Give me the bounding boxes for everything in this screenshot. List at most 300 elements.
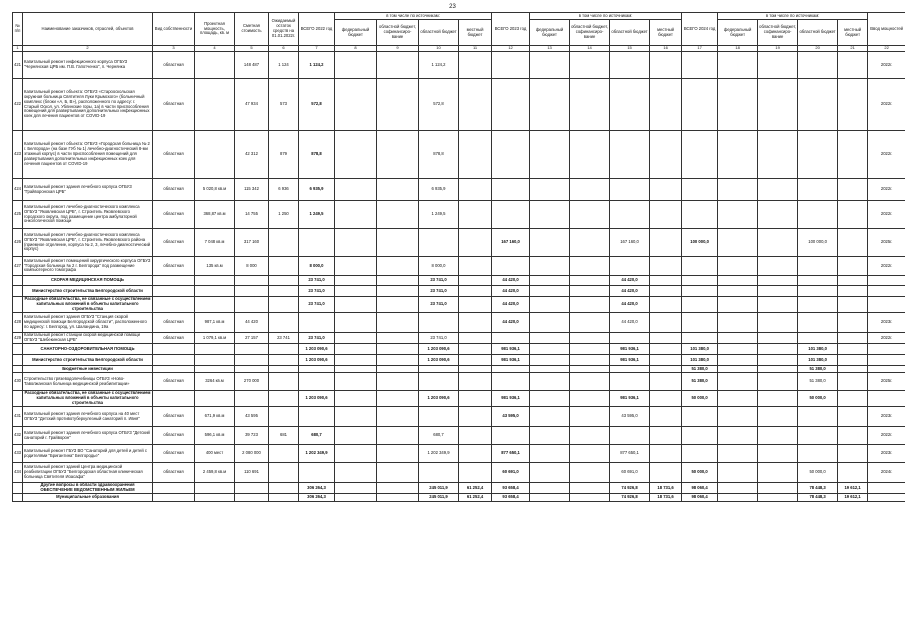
cofin-2022 bbox=[377, 179, 419, 201]
cofin-2023 bbox=[570, 333, 610, 344]
column-number: 20 bbox=[798, 46, 838, 52]
ownership: областная bbox=[153, 407, 195, 427]
cofin-2023 bbox=[570, 445, 610, 463]
ownership: областная bbox=[153, 52, 195, 79]
federal-2023 bbox=[530, 463, 570, 483]
total-2022: 23 741,0 bbox=[299, 297, 335, 313]
total-2022: 23 741,0 bbox=[299, 286, 335, 297]
local-2022 bbox=[459, 297, 492, 313]
local-2024 bbox=[838, 131, 868, 179]
local-2022 bbox=[459, 355, 492, 366]
total-2024: 100 000,0 bbox=[682, 229, 718, 257]
ownership: областная bbox=[153, 179, 195, 201]
column-number: 19 bbox=[758, 46, 798, 52]
header-name: Наименование заказчиков, отраслей, объектов bbox=[23, 13, 153, 46]
local-2023 bbox=[650, 445, 682, 463]
remaining-balance bbox=[269, 313, 299, 333]
cofin-2023 bbox=[570, 366, 610, 373]
remaining-balance bbox=[269, 445, 299, 463]
capacity bbox=[195, 286, 235, 297]
section-row bbox=[13, 344, 905, 355]
total-2024 bbox=[682, 276, 718, 286]
header-federal: федеральный бюджет bbox=[335, 20, 377, 46]
cofin-2022 bbox=[377, 445, 419, 463]
remaining-balance bbox=[269, 391, 299, 407]
federal-2022 bbox=[335, 313, 377, 333]
cofin-2023 bbox=[570, 257, 610, 276]
ownership: областная bbox=[153, 313, 195, 333]
cofin-2022 bbox=[377, 407, 419, 427]
total-2022: 1 203 090,6 bbox=[299, 391, 335, 407]
total-2022 bbox=[299, 366, 335, 373]
local-2023 bbox=[650, 344, 682, 355]
column-number: 7 bbox=[299, 46, 335, 52]
local-2022 bbox=[459, 463, 492, 483]
header-local: местный бюджет bbox=[838, 20, 868, 46]
total-2022: 23 741,0 bbox=[299, 276, 335, 286]
capacity: 135 кв.м bbox=[195, 257, 235, 276]
table-row bbox=[13, 463, 905, 483]
cofin-2023 bbox=[570, 131, 610, 179]
regional-2023: 74 926,8 bbox=[610, 494, 650, 502]
total-2023 bbox=[492, 366, 530, 373]
remaining-balance: 1 250 bbox=[269, 201, 299, 229]
column-number: 1 bbox=[13, 46, 23, 52]
table-row bbox=[13, 313, 905, 333]
cofin-2024 bbox=[758, 201, 798, 229]
cofin-2024 bbox=[758, 427, 798, 445]
remaining-balance bbox=[269, 286, 299, 297]
total-2022 bbox=[299, 407, 335, 427]
object-name: Капитальный ремонт инфекционного корпуса ОГБУЗ "Чернянская ЦРБ им. П.В. Гапотченко", п. Чернянка bbox=[23, 52, 153, 79]
ownership: областная bbox=[153, 445, 195, 463]
federal-2022 bbox=[335, 131, 377, 179]
cofin-2023 bbox=[570, 276, 610, 286]
ownership: областная bbox=[153, 201, 195, 229]
remaining-balance bbox=[269, 494, 299, 502]
estimate-cost bbox=[235, 494, 269, 502]
column-number: 13 bbox=[530, 46, 570, 52]
total-2022: 1 203 090,6 bbox=[299, 344, 335, 355]
total-2022: 8 000,0 bbox=[299, 257, 335, 276]
header-regional: областной бюджет bbox=[610, 20, 650, 46]
cofin-2024 bbox=[758, 52, 798, 79]
remaining-balance bbox=[269, 373, 299, 391]
regional-2023: 981 936,1 bbox=[610, 344, 650, 355]
object-name: Капитальный ремонт объекта: ОГБУЗ «Старооскольская окружная больница Святителя Луки Крымского» (больничный комплекс (блоки «А, Б, В»), расположенного по адресу: г. Старый Оскол, ул. Ублинские горы, 1а) в части приспособления помещений для развертывания дополнительных инфекционных коек для лечения пациентов от COVID-19 bbox=[23, 79, 153, 131]
total-2022: 1 124,2 bbox=[299, 52, 335, 79]
cofin-2023 bbox=[570, 79, 610, 131]
federal-2022 bbox=[335, 355, 377, 366]
header-total-2024: ВСЕГО 2024 год bbox=[682, 13, 718, 46]
cofin-2024 bbox=[758, 407, 798, 427]
object-name: Капитальный ремонт объекта: ОГБУЗ «Городская больница № 2 г. Белгорода» (на базе ГУб № 1) лечебно-диагностический 8-ми этажный корпус) в части приспособления помещений для развертывания дополнительных инфекционных коек для лечения пациентов от COVID-19 bbox=[23, 131, 153, 179]
capacity: 596,1 кв.м bbox=[195, 427, 235, 445]
federal-2023 bbox=[530, 333, 570, 344]
federal-2024 bbox=[718, 52, 758, 79]
regional-2024 bbox=[798, 407, 838, 427]
object-name: Муниципальные образования bbox=[23, 494, 153, 502]
table-row bbox=[13, 201, 905, 229]
local-2023 bbox=[650, 427, 682, 445]
total-2022: 572,8 bbox=[299, 79, 335, 131]
object-name: Капитальный ремонт помещений хирургического корпуса ОГБУЗ "Городская больница № 2 г. Белгорода" под размещение компьютерного томографа bbox=[23, 257, 153, 276]
local-2023 bbox=[650, 313, 682, 333]
federal-2022 bbox=[335, 229, 377, 257]
total-2024 bbox=[682, 445, 718, 463]
cofin-2023 bbox=[570, 463, 610, 483]
total-2023: 44 420,0 bbox=[492, 313, 530, 333]
header-sources-2023: в том числе по источникам: bbox=[530, 13, 682, 20]
federal-2023 bbox=[530, 131, 570, 179]
federal-2023 bbox=[530, 366, 570, 373]
remaining-balance bbox=[269, 483, 299, 494]
regional-2024 bbox=[798, 445, 838, 463]
regional-2023: 877 650,1 bbox=[610, 445, 650, 463]
estimate-cost: 270 000 bbox=[235, 373, 269, 391]
federal-2023 bbox=[530, 445, 570, 463]
cofin-2022 bbox=[377, 333, 419, 344]
federal-2022 bbox=[335, 463, 377, 483]
section-row bbox=[13, 483, 905, 494]
federal-2023 bbox=[530, 391, 570, 407]
regional-2023: 981 936,1 bbox=[610, 355, 650, 366]
regional-2023 bbox=[610, 427, 650, 445]
total-2023: 43 595,0 bbox=[492, 407, 530, 427]
total-2024 bbox=[682, 179, 718, 201]
header-sources-2024: в том числе по источникам: bbox=[718, 13, 868, 20]
regional-2023: 981 936,1 bbox=[610, 391, 650, 407]
regional-2023: 74 926,8 bbox=[610, 483, 650, 494]
federal-2024 bbox=[718, 286, 758, 297]
column-number: 22 bbox=[868, 46, 905, 52]
cofin-2022 bbox=[377, 483, 419, 494]
table-row bbox=[13, 79, 905, 131]
object-name: Министерство строительства Белгородской области bbox=[23, 286, 153, 297]
federal-2024 bbox=[718, 179, 758, 201]
object-name: Бюджетные инвестиции bbox=[23, 366, 153, 373]
estimate-cost: 42 312 bbox=[235, 131, 269, 179]
cofin-2023 bbox=[570, 355, 610, 366]
federal-2023 bbox=[530, 494, 570, 502]
cofin-2022 bbox=[377, 344, 419, 355]
regional-2022 bbox=[419, 366, 459, 373]
federal-2024 bbox=[718, 333, 758, 344]
capacity bbox=[195, 366, 235, 373]
commissioning-year: 2023г. bbox=[868, 313, 905, 333]
local-2024 bbox=[838, 407, 868, 427]
local-2024 bbox=[838, 276, 868, 286]
local-2024 bbox=[838, 257, 868, 276]
regional-2022: 1 202 349,9 bbox=[419, 445, 459, 463]
ownership bbox=[153, 483, 195, 494]
federal-2023 bbox=[530, 313, 570, 333]
total-2022: 878,8 bbox=[299, 131, 335, 179]
row-number: 421 bbox=[13, 52, 23, 79]
estimate-cost: 43 595 bbox=[235, 407, 269, 427]
commissioning-year: 2022г. bbox=[868, 131, 905, 179]
row-number: 434 bbox=[13, 463, 23, 483]
federal-2024 bbox=[718, 494, 758, 502]
regional-2023: 60 691,0 bbox=[610, 463, 650, 483]
estimate-cost: 44 420 bbox=[235, 313, 269, 333]
total-2024 bbox=[682, 407, 718, 427]
federal-2023 bbox=[530, 344, 570, 355]
column-number: 15 bbox=[610, 46, 650, 52]
row-number: 422 bbox=[13, 79, 23, 131]
local-2022 bbox=[459, 131, 492, 179]
row-number: 433 bbox=[13, 445, 23, 463]
cofin-2024 bbox=[758, 463, 798, 483]
local-2022: 61 252,4 bbox=[459, 494, 492, 502]
regional-2024 bbox=[798, 201, 838, 229]
estimate-cost: 8 000 bbox=[235, 257, 269, 276]
total-2024: 50 000,0 bbox=[682, 391, 718, 407]
estimate-cost bbox=[235, 366, 269, 373]
local-2022 bbox=[459, 427, 492, 445]
local-2023 bbox=[650, 229, 682, 257]
table-row bbox=[13, 257, 905, 276]
column-number: 9 bbox=[377, 46, 419, 52]
regional-2023: 43 595,0 bbox=[610, 407, 650, 427]
local-2023 bbox=[650, 391, 682, 407]
regional-2023: 44 420,0 bbox=[610, 286, 650, 297]
local-2023: 18 731,6 bbox=[650, 494, 682, 502]
table-header bbox=[13, 13, 905, 52]
ownership: областная bbox=[153, 463, 195, 483]
row-number: 432 bbox=[13, 427, 23, 445]
cofin-2024 bbox=[758, 313, 798, 333]
local-2022 bbox=[459, 445, 492, 463]
regional-2024: 50 000,0 bbox=[798, 391, 838, 407]
local-2022 bbox=[459, 79, 492, 131]
federal-2022 bbox=[335, 79, 377, 131]
commissioning-year bbox=[868, 483, 905, 494]
cofin-2023 bbox=[570, 313, 610, 333]
header-remaining: Ожидаемый остаток средств на 01.01.2022г. bbox=[269, 13, 299, 46]
remaining-balance bbox=[269, 355, 299, 366]
cofin-2022 bbox=[377, 494, 419, 502]
commissioning-year: 2022г. bbox=[868, 52, 905, 79]
capacity: 1 079,1 кв.м bbox=[195, 333, 235, 344]
local-2024 bbox=[838, 286, 868, 297]
header-regional-cofin: областной бюджет, софинансиро-вание bbox=[377, 20, 419, 46]
column-number: 18 bbox=[718, 46, 758, 52]
capacity bbox=[195, 344, 235, 355]
capacity bbox=[195, 391, 235, 407]
regional-2022: 572,8 bbox=[419, 79, 459, 131]
federal-2023 bbox=[530, 79, 570, 131]
column-number: 4 bbox=[195, 46, 235, 52]
commissioning-year: 2025г. bbox=[868, 373, 905, 391]
local-2024 bbox=[838, 201, 868, 229]
federal-2024 bbox=[718, 79, 758, 131]
column-number: 2 bbox=[23, 46, 153, 52]
total-2024 bbox=[682, 52, 718, 79]
federal-2022 bbox=[335, 427, 377, 445]
commissioning-year: 2023г. bbox=[868, 445, 905, 463]
cofin-2024 bbox=[758, 297, 798, 313]
total-2022: 1 202 349,9 bbox=[299, 445, 335, 463]
regional-2023 bbox=[610, 79, 650, 131]
federal-2024 bbox=[718, 483, 758, 494]
ownership: областная bbox=[153, 79, 195, 131]
regional-2024: 51 380,0 bbox=[798, 373, 838, 391]
local-2024 bbox=[838, 427, 868, 445]
federal-2023 bbox=[530, 201, 570, 229]
local-2024 bbox=[838, 297, 868, 313]
row-number bbox=[13, 276, 23, 286]
cofin-2022 bbox=[377, 313, 419, 333]
capacity bbox=[195, 297, 235, 313]
local-2022 bbox=[459, 201, 492, 229]
federal-2024 bbox=[718, 355, 758, 366]
federal-2024 bbox=[718, 427, 758, 445]
column-number: 16 bbox=[650, 46, 682, 52]
cofin-2022 bbox=[377, 201, 419, 229]
column-number: 17 bbox=[682, 46, 718, 52]
total-2022: 306 264,3 bbox=[299, 494, 335, 502]
estimate-cost bbox=[235, 276, 269, 286]
estimate-cost bbox=[235, 483, 269, 494]
cofin-2022 bbox=[377, 229, 419, 257]
object-name: Капитальный ремонт здания лечебного корпуса ОГБУЗ "Грайворонская ЦРБ" bbox=[23, 179, 153, 201]
table-row bbox=[13, 179, 905, 201]
header-regional: областной бюджет bbox=[798, 20, 838, 46]
federal-2024 bbox=[718, 257, 758, 276]
cofin-2022 bbox=[377, 286, 419, 297]
regional-2024 bbox=[798, 52, 838, 79]
regional-2022 bbox=[419, 229, 459, 257]
estimate-cost: 317 160 bbox=[235, 229, 269, 257]
section-row bbox=[13, 286, 905, 297]
federal-2023 bbox=[530, 407, 570, 427]
cofin-2023 bbox=[570, 407, 610, 427]
local-2023 bbox=[650, 373, 682, 391]
local-2023 bbox=[650, 79, 682, 131]
local-2022 bbox=[459, 407, 492, 427]
federal-2023 bbox=[530, 427, 570, 445]
column-number: 21 bbox=[838, 46, 868, 52]
local-2024 bbox=[838, 333, 868, 344]
section-row bbox=[13, 276, 905, 286]
table-row bbox=[13, 445, 905, 463]
regional-2022: 1 249,5 bbox=[419, 201, 459, 229]
row-number: 431 bbox=[13, 407, 23, 427]
total-2024 bbox=[682, 79, 718, 131]
regional-2022: 23 741,0 bbox=[419, 286, 459, 297]
total-2024 bbox=[682, 286, 718, 297]
column-number: 11 bbox=[459, 46, 492, 52]
estimate-cost: 2 080 000 bbox=[235, 445, 269, 463]
regional-2022 bbox=[419, 313, 459, 333]
federal-2023 bbox=[530, 179, 570, 201]
remaining-balance: 23 741 bbox=[269, 333, 299, 344]
commissioning-year: 2022г. bbox=[868, 333, 905, 344]
object-name: Капитальный ремонт лечебно-диагностического комплекса ОГБУЗ "Яковлевская ЦРБ", г. Строитель Яковлевского района (приемное отделение, корпуса № 2, 3, лечебно-диагностический корпус) bbox=[23, 229, 153, 257]
regional-2024 bbox=[798, 333, 838, 344]
column-number: 14 bbox=[570, 46, 610, 52]
row-number: 426 bbox=[13, 229, 23, 257]
capacity: 2 459,8 кв.м bbox=[195, 463, 235, 483]
cofin-2022 bbox=[377, 355, 419, 366]
federal-2022 bbox=[335, 483, 377, 494]
commissioning-year: 2022г. bbox=[868, 179, 905, 201]
cofin-2022 bbox=[377, 276, 419, 286]
regional-2022 bbox=[419, 373, 459, 391]
cofin-2024 bbox=[758, 276, 798, 286]
row-number bbox=[13, 355, 23, 366]
cofin-2024 bbox=[758, 355, 798, 366]
remaining-balance bbox=[269, 366, 299, 373]
regional-2024: 51 380,0 bbox=[798, 366, 838, 373]
local-2022: 61 252,4 bbox=[459, 483, 492, 494]
regional-2023 bbox=[610, 131, 650, 179]
remaining-balance: 6 936 bbox=[269, 179, 299, 201]
cofin-2023 bbox=[570, 427, 610, 445]
total-2023: 877 650,1 bbox=[492, 445, 530, 463]
object-name: Капитальный ремонт станции скорой медицинской помощи ОГБУЗ "Шебекинская ЦРБ" bbox=[23, 333, 153, 344]
federal-2023 bbox=[530, 483, 570, 494]
local-2022 bbox=[459, 257, 492, 276]
remaining-balance: 573 bbox=[269, 79, 299, 131]
local-2023 bbox=[650, 366, 682, 373]
estimate-cost: 39 723 bbox=[235, 427, 269, 445]
regional-2023 bbox=[610, 257, 650, 276]
federal-2022 bbox=[335, 407, 377, 427]
page-number: 23 bbox=[449, 4, 456, 10]
total-2023 bbox=[492, 79, 530, 131]
regional-2024: 50 000,0 bbox=[798, 463, 838, 483]
local-2023 bbox=[650, 131, 682, 179]
total-2022 bbox=[299, 373, 335, 391]
estimate-cost bbox=[235, 344, 269, 355]
cofin-2024 bbox=[758, 79, 798, 131]
local-2023 bbox=[650, 179, 682, 201]
federal-2022 bbox=[335, 391, 377, 407]
object-name: САНАТОРНО-ОЗДОРОВИТЕЛЬНАЯ ПОМОЩЬ bbox=[23, 344, 153, 355]
federal-2024 bbox=[718, 313, 758, 333]
regional-2022: 23 741,0 bbox=[419, 276, 459, 286]
total-2024 bbox=[682, 427, 718, 445]
row-number bbox=[13, 286, 23, 297]
total-2022 bbox=[299, 463, 335, 483]
commissioning-year: 2025г. bbox=[868, 229, 905, 257]
regional-2024: 78 448,3 bbox=[798, 494, 838, 502]
cofin-2023 bbox=[570, 483, 610, 494]
object-name: Капитальный ремонт ГБУЗ ВО "Санаторий для детей и детей с родителями "Бригантина" Белгородье" bbox=[23, 445, 153, 463]
local-2023 bbox=[650, 407, 682, 427]
federal-2023 bbox=[530, 257, 570, 276]
header-federal: федеральный бюджет bbox=[718, 20, 758, 46]
cofin-2022 bbox=[377, 131, 419, 179]
regional-2022: 1 124,2 bbox=[419, 52, 459, 79]
row-number: 424 bbox=[13, 179, 23, 201]
federal-2022 bbox=[335, 257, 377, 276]
local-2024: 19 612,1 bbox=[838, 494, 868, 502]
federal-2024 bbox=[718, 297, 758, 313]
cofin-2023 bbox=[570, 297, 610, 313]
cofin-2023 bbox=[570, 229, 610, 257]
total-2024: 51 380,0 bbox=[682, 373, 718, 391]
header-estimate: Сметная стоимость bbox=[235, 13, 269, 46]
local-2022 bbox=[459, 313, 492, 333]
total-2023: 60 691,0 bbox=[492, 463, 530, 483]
regional-2022: 680,7 bbox=[419, 427, 459, 445]
regional-2024 bbox=[798, 257, 838, 276]
regional-2024 bbox=[798, 79, 838, 131]
total-2023 bbox=[492, 52, 530, 79]
